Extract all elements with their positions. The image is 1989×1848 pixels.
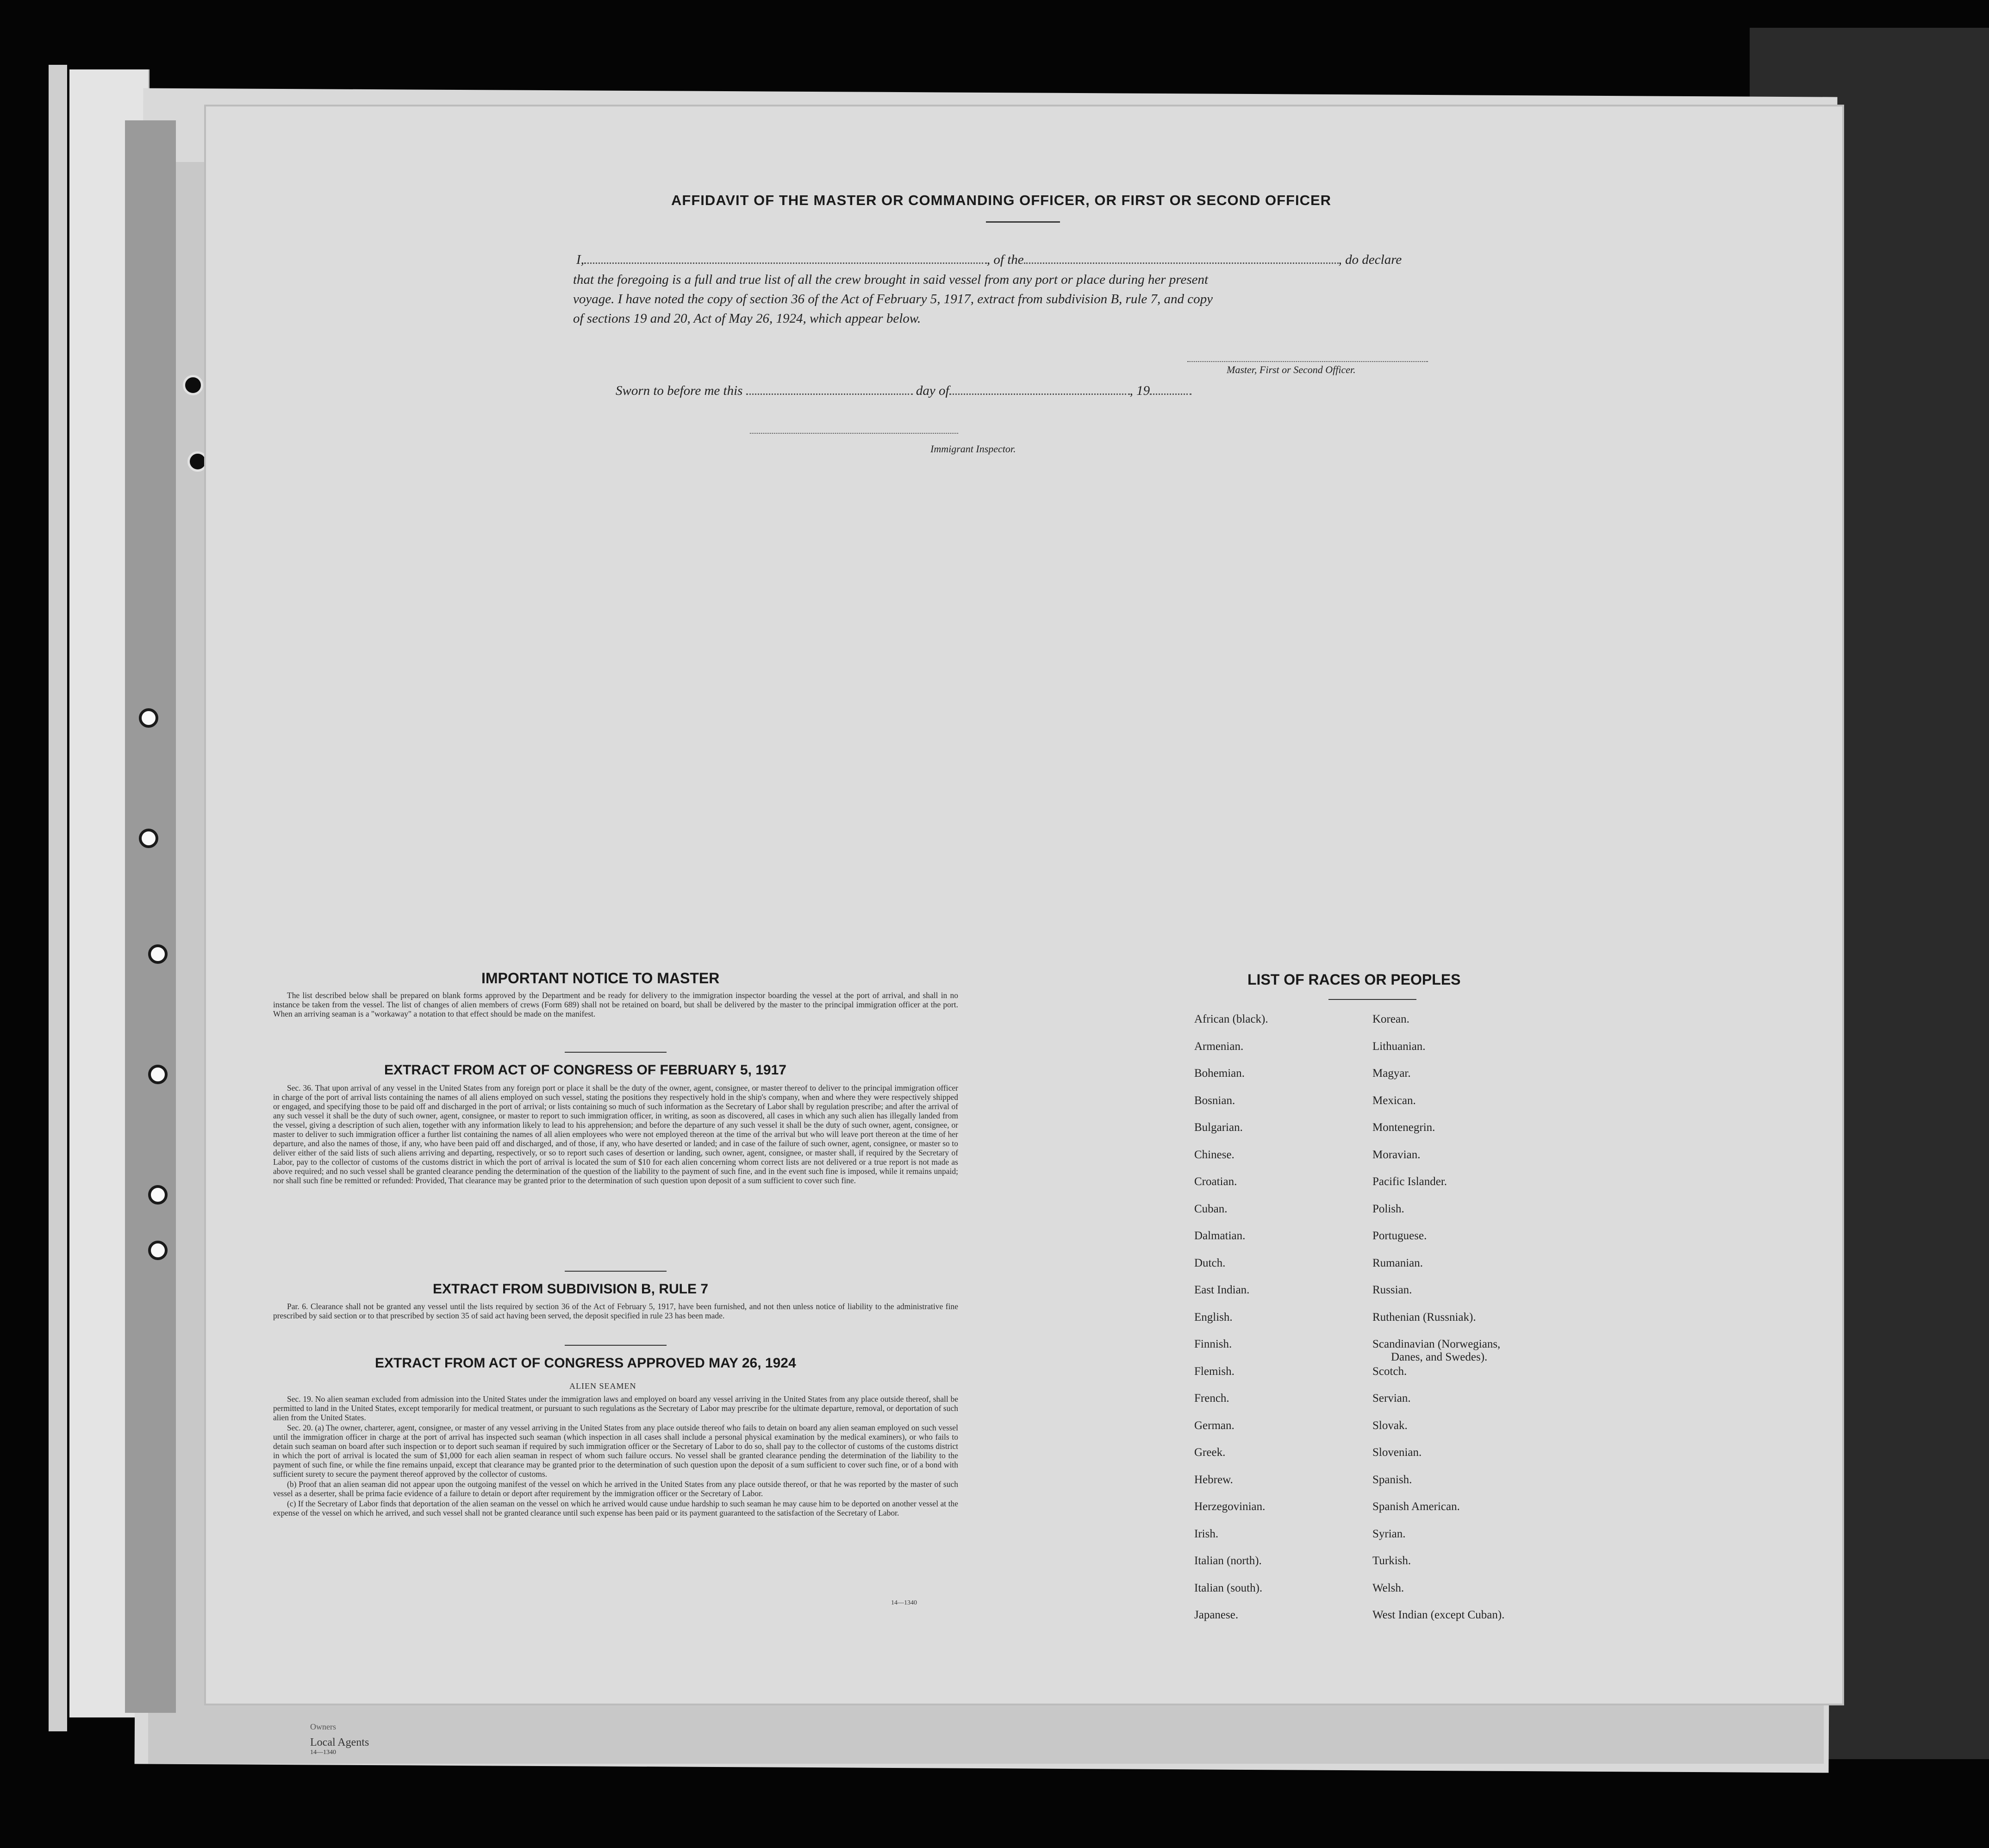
- race-item: Russian.: [1372, 1284, 1412, 1296]
- race-item: Slovak.: [1372, 1419, 1408, 1432]
- under-page-footer: [310, 1722, 369, 1756]
- binder-hole: [148, 1065, 168, 1084]
- extract-1917-body: Sec. 36. That upon arrival of any vessel in the United States from any foreign port or place it shall be the duty of the owner, agent, consignee, or master thereof to deliver to the principal immigration officer in charge of the port of arrival lists containing the names of all aliens employed on such vessel, stating the positions they respectively hold in the ship's company, when and where they were respectively shipped or engaged, and specifying those to be paid off and discharged in the port of arrival; or lists containing so much of such information as the Secretary of Labor shall by regulation prescribe; and after the arrival of any such vessel it shall be the duty of such owner, agent, consignee, or master to report to such immigration officer, in writing, as soon as discovered, all cases in which any such alien has illegally landed from the vessel, giving a description of such alien, together with any information likely to lead to his apprehension; and before the departure of any such vessel it shall be the duty of such owner, agent, consignee, or master to deliver to such immigration officer a further list containing the names of all alien employees who were not employed thereon at the time of the arrival but who will leave port thereon at the time of her departure, and also the names of those, if any, who have been paid off and discharged, and of those, if any, who have deserted or landed; and in case of the failure of such owner, agent, consignee, or master so to deliver either of the said lists of such aliens arriving and departing, respectively, or so to report such cases of desertion or landing, such owner, agent, consignee, or master shall, if required by the Secretary of Labor, pay to the collector of customs of the customs district in which the port of arrival is located the sum of $10 for each alien concerning whom correct lists are not delivered or a true report is not made as above required; and no such vessel shall be granted clearance pending the determination of the question of the liability to the payment of such fine, and in the event such fine is imposed, while it remains unpaid; nor shall such fine be remitted or refunded: Provided, That clearance may be granted prior to the determination of such question upon deposit of a sum sufficient to cover such fine.: [273, 1083, 958, 1185]
- race-item: Pacific Islander.: [1372, 1175, 1447, 1188]
- race-item: Scandinavian (Norwegians, Danes, and Swedes).: [1372, 1338, 1501, 1363]
- section-rule: [565, 1271, 667, 1272]
- race-item: Montenegrin.: [1372, 1121, 1435, 1134]
- race-item: Spanish.: [1372, 1473, 1412, 1486]
- vessel-blank: [1024, 262, 1339, 264]
- race-item: Flemish.: [1194, 1365, 1235, 1378]
- race-item: Korean.: [1372, 1013, 1409, 1025]
- name-blank: [584, 262, 987, 264]
- affidavit-line-4: of sections 19 and 20, Act of May 26, 1924, which appear below.: [573, 311, 921, 326]
- race-item: Moravian.: [1372, 1148, 1421, 1161]
- affidavit-line-3: voyage. I have noted the copy of section 36 of the Act of February 5, 1917, extract from subdivision B, rule 7, and copy: [573, 292, 1213, 306]
- race-item: Greek.: [1194, 1446, 1226, 1459]
- race-item: Japanese.: [1194, 1609, 1239, 1621]
- race-item: Lithuanian.: [1372, 1040, 1426, 1053]
- section-rule: [565, 1345, 667, 1346]
- background-page-edge: [49, 65, 67, 1731]
- race-item: Rumanian.: [1372, 1256, 1423, 1269]
- binder-hole: [148, 1241, 168, 1260]
- background-page-shadow: [125, 120, 176, 1713]
- binder-hole: [148, 1185, 168, 1205]
- rule7-title: EXTRACT FROM SUBDIVISION B, RULE 7: [433, 1281, 709, 1297]
- race-item: West Indian (except Cuban).: [1372, 1609, 1505, 1621]
- race-item: Chinese.: [1194, 1148, 1235, 1161]
- race-item: Bosnian.: [1194, 1094, 1235, 1107]
- race-item: Bulgarian.: [1194, 1121, 1243, 1134]
- race-item: German.: [1194, 1419, 1235, 1432]
- form-number: 14—1340: [891, 1599, 917, 1606]
- race-item: Herzegovinian.: [1194, 1500, 1266, 1513]
- affidavit-line-1: I, , of the , do declare: [576, 252, 1402, 267]
- sworn-line: Sworn to before me this day of , 19: [616, 383, 1191, 399]
- race-item: Cuban.: [1194, 1202, 1228, 1215]
- race-item: French.: [1194, 1392, 1229, 1405]
- race-item: Croatian.: [1194, 1175, 1237, 1188]
- extract-1924-title: EXTRACT FROM ACT OF CONGRESS APPROVED MAY 26, 1924: [375, 1355, 796, 1371]
- affidavit-line-2: that the foregoing is a full and true list of all the crew brought in said vessel from any port or place during her present: [573, 272, 1209, 287]
- owners-label: Owners: [310, 1722, 336, 1731]
- race-item: Polish.: [1372, 1202, 1404, 1215]
- race-item: Turkish.: [1372, 1555, 1411, 1567]
- title-rule: [986, 221, 1060, 223]
- races-title: LIST OF RACES OR PEOPLES: [1247, 971, 1461, 988]
- binder-hole: [183, 375, 203, 395]
- races-left-column: [1194, 1013, 1268, 1636]
- race-item: Servian.: [1372, 1392, 1411, 1405]
- month-blank: [949, 393, 1130, 395]
- race-item: Irish.: [1194, 1527, 1219, 1540]
- race-item: Italian (south).: [1194, 1581, 1263, 1594]
- notice-title: IMPORTANT NOTICE TO MASTER: [481, 970, 720, 986]
- extract-1924-body: Sec. 19. No alien seaman excluded from admission into the United States under the immigration laws and employed on board any vessel arriving in the United States from any place outside thereof, shall be permitted to land in the United States, except temporarily for medical treatment, or pursuant to such regulations as the Secretary of Labor may prescribe for the ultimate departure, removal, or deportation of such alien from the United States. Sec. 20. (a) The owner, charterer, agent, consignee, or master of any vessel arriving in the United States from any place outside thereof who fails to detain on board any alien seaman employed on such vessel until the immigration officer in charge at the port of arrival has inspected such seaman (which inspection in all cases shall include a personal physical examination by the medical examiners), or who fails to detain such seaman on board after such inspection or to deport such seaman if required by such immigration officer or the Secretary of Labor to do so, shall pay to the collector of customs of the customs district in which the port of arrival is located the sum of $1,000 for each alien seaman in respect of whom such failure occurs. No vessel shall be granted clearance pending the determination of the liability to the payment of such fine, or while the fine remains unpaid, except that clearance may be granted prior to the determination of such question upon the deposit of a sum sufficient to cover such fine, or of a bond with sufficient surety to secure the payment thereof approved by the collector of customs. (b) Proof that an alien seaman did not appear upon the outgoing manifest of the vessel on which he arrived in the United States from any place outside thereof, or that he was reported by the master of such vessel as a deserter, shall be prima facie evidence of a failure to detain or deport after requirement by the immigration officer or the Secretary of Labor. (c) If the Secretary of Labor finds that deportation of the alien seaman on the vessel on which he arrived would cause undue hardship to such seaman he may cause him to be deported on another vessel at the expense of the vessel on which he arrived, and such vessel shall not be granted clearance until such expense has been paid or its payment guaranteed to the satisfaction of the Secretary of Labor.: [273, 1394, 958, 1517]
- binder-hole: [139, 829, 158, 848]
- race-item: Syrian.: [1372, 1527, 1406, 1540]
- races-right-column: [1372, 1013, 1504, 1636]
- race-item: Bohemian.: [1194, 1067, 1245, 1080]
- race-item: East Indian.: [1194, 1284, 1250, 1296]
- race-item: Slovenian.: [1372, 1446, 1422, 1459]
- race-item: Portuguese.: [1372, 1230, 1427, 1242]
- local-agents-label: Local Agents: [310, 1736, 369, 1748]
- section-rule: [565, 1052, 667, 1053]
- binder-hole: [139, 708, 158, 728]
- race-item: African (black).: [1194, 1013, 1268, 1025]
- race-item: Hebrew.: [1194, 1473, 1233, 1486]
- master-signature-line: [1187, 361, 1428, 362]
- inspector-label: Immigrant Inspector.: [930, 443, 1016, 455]
- binder-hole: [148, 944, 168, 964]
- extract-1917-title: EXTRACT FROM ACT OF CONGRESS OF FEBRUARY 5, 1917: [384, 1062, 786, 1078]
- rule7-body: Par. 6. Clearance shall not be granted any vessel until the lists required by section 36 of the Act of February 5, 1917, have been furnished, and not then unless notice of liability to the administrative fine prescribed by said section or to that prescribed by section 35 of said act having been served, the deposit specified in rule 23 has been made.: [273, 1302, 958, 1320]
- race-item: Magyar.: [1372, 1067, 1411, 1080]
- race-item: Welsh.: [1372, 1581, 1404, 1594]
- race-item: Italian (north).: [1194, 1555, 1262, 1567]
- race-item: Dalmatian.: [1194, 1230, 1246, 1242]
- race-item: Dutch.: [1194, 1256, 1226, 1269]
- day-blank: [746, 393, 913, 395]
- race-item: Scotch.: [1372, 1365, 1407, 1378]
- year-blank: [1150, 393, 1191, 395]
- inspector-signature-line: [750, 433, 958, 434]
- notice-body: The list described below shall be prepared on blank forms approved by the Department and be ready for delivery to the immigration inspector boarding the vessel at the port of arrival, and shall in no instance be taken from the vessel. The list of changes of alien members of crews (Form 689) shall not be retained on board, but shall be delivered by the master to the principal immigration officer at the port. When an arriving seaman is a "workaway" a notation to that effect should be made on the manifest.: [273, 991, 958, 1018]
- race-item: Armenian.: [1194, 1040, 1244, 1053]
- race-item: Spanish American.: [1372, 1500, 1460, 1513]
- race-item: Finnish.: [1194, 1338, 1232, 1350]
- master-label: Master, First or Second Officer.: [1227, 364, 1356, 375]
- affidavit-title: AFFIDAVIT OF THE MASTER OR COMMANDING OFFICER, OR FIRST OR SECOND OFFICER: [671, 192, 1332, 208]
- race-item: Ruthenian (Russniak).: [1372, 1311, 1476, 1324]
- binder-hole: [187, 451, 208, 472]
- race-item: English.: [1194, 1311, 1233, 1324]
- race-item: Mexican.: [1372, 1094, 1416, 1107]
- alien-seamen-subtitle: ALIEN SEAMEN: [569, 1381, 636, 1391]
- races-rule: [1328, 999, 1416, 1000]
- under-form-number: 14—1340: [310, 1749, 336, 1756]
